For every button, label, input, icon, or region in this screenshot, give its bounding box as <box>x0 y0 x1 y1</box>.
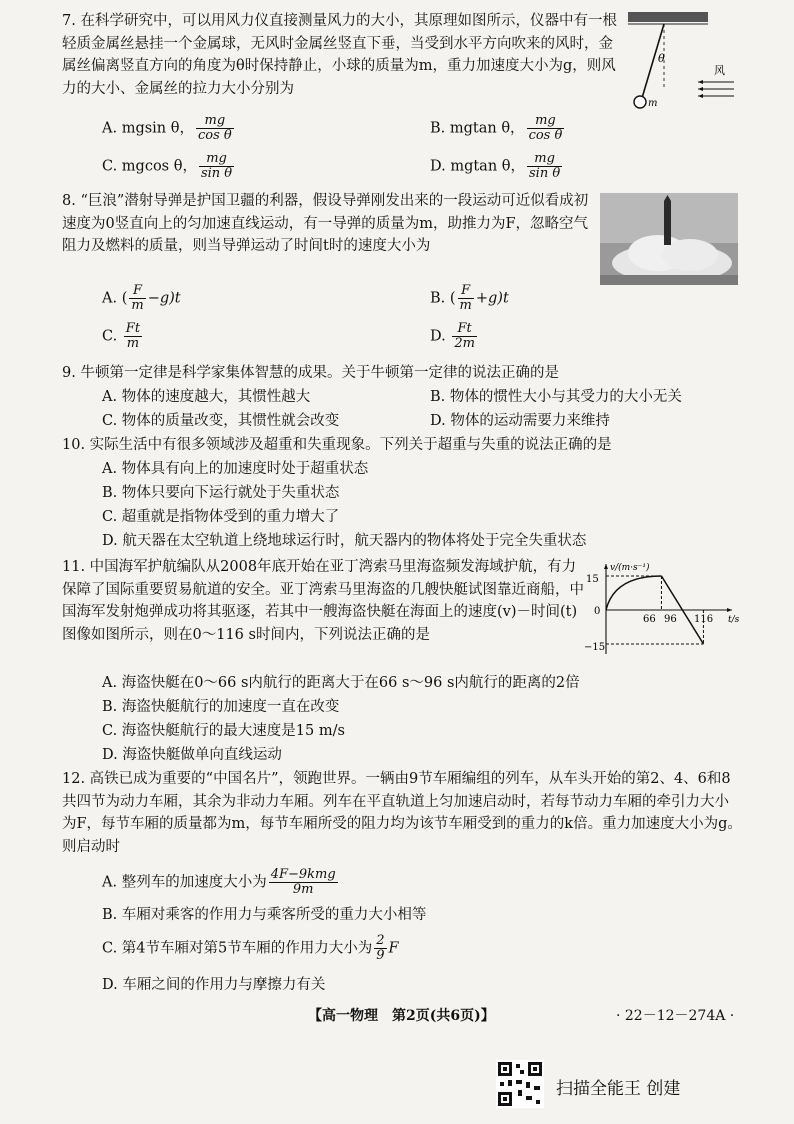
q11-option-d[interactable]: D. 海盗快艇做单向直线运动 <box>102 747 282 763</box>
question-11 <box>62 556 584 646</box>
x-tick-66: 66 <box>643 614 656 625</box>
q7-option-d[interactable]: D. mgtan θ， $\frac{mg}{\text{sin θ}}$ <box>430 151 561 181</box>
q8-option-d[interactable]: D. $\frac{Ft}{2m}$ <box>430 321 475 351</box>
q9-option-b[interactable]: B. 物体的惯性大小与其受力的大小无关 <box>430 389 682 405</box>
question-11-stem: 11. 中国海军护航编队从2008年底开始在亚丁湾索马里海盗频发海域护航，有力保障了国际重要贸易航道的安全。亚丁湾索马里海盗的几艘快艇试图靠近商船，中国海军发射炮弹成功将其驱逐，若其中一艘海盗快艇在海面上的速度(v)－时间(t)图像如图所示，则在0～116 s时间内，下列说法正确的是 <box>62 559 584 643</box>
q9-option-c[interactable]: C. 物体的质量改变，其惯性就会改变 <box>102 413 340 429</box>
question-12 <box>62 768 742 858</box>
q7-option-a[interactable]: A. mgsin θ， $\frac{mg}{\text{cos θ}}$ <box>102 113 232 143</box>
theta-label: θ <box>658 52 665 65</box>
mass-label: m <box>648 98 658 109</box>
metal-ball <box>634 96 646 108</box>
question-12-stem: 12. 高铁已成为重要的“中国名片”，领跑世界。一辆由9节车厢编组的列车，从车头开始的第2、4、6和8共四节为动力车厢，其余为非动力车厢。列车在平直轨道上匀加速启动时，若每节动力车厢的牵引力大小为F，每节车厢的质量都为m，每节车厢所受的阻力均为该节车厢受到的重力的k倍。重力加速度大小为g。则启动时 <box>62 771 742 855</box>
missile-photo <box>600 193 738 285</box>
x-axis-label: t/s <box>728 615 740 625</box>
q12-option-d[interactable]: D. 车厢之间的作用力与摩擦力有关 <box>102 977 326 993</box>
y-axis-label: v/(m·s⁻¹) <box>610 563 650 573</box>
scanner-watermark: 扫描全能王 创建 <box>556 1079 681 1099</box>
footer-code: · 22－12－274A · <box>616 1008 735 1024</box>
missile-body <box>664 201 671 245</box>
wind-label: 风 <box>714 64 725 77</box>
q7-option-c[interactable]: C. mgcos θ， $\frac{mg}{\text{sin θ}}$ <box>102 151 233 181</box>
q10-option-d[interactable]: D. 航天器在太空轨道上绕地球运行时，航天器内的物体将处于完全失重状态 <box>102 533 587 549</box>
velocity-time-chart <box>582 558 746 658</box>
qr-code-icon <box>496 1060 544 1108</box>
q9-option-a[interactable]: A. 物体的速度越大，其惯性越大 <box>102 389 311 405</box>
question-9 <box>62 362 742 385</box>
q11-option-a[interactable]: A. 海盗快艇在0～66 s内航行的距离大于在66 s～96 s内航行的距离的2倍 <box>102 675 580 691</box>
q8-option-b[interactable]: B. ( $\frac{F}{m}$ +g)t <box>430 283 509 313</box>
q10-option-b[interactable]: B. 物体只要向下运行就处于失重状态 <box>102 485 340 501</box>
q12-option-b[interactable]: B. 车厢对乘客的作用力与乘客所受的重力大小相等 <box>102 907 427 923</box>
question-10 <box>62 434 742 457</box>
q11-option-c[interactable]: C. 海盗快艇航行的最大速度是15 m/s <box>102 723 345 739</box>
q12-option-c[interactable]: C. 第4节车厢对第5节车厢的作用力大小为 $\frac{2}{9}$ F <box>102 933 399 963</box>
question-9-stem: 9. 牛顿第一定律是科学家集体智慧的成果。关于牛顿第一定律的说法正确的是 <box>62 365 559 381</box>
velocity-curve <box>606 576 661 610</box>
q10-option-a[interactable]: A. 物体具有向上的加速度时处于超重状态 <box>102 461 369 477</box>
x-tick-96: 96 <box>664 614 677 625</box>
page-footer <box>0 1005 794 1027</box>
y-tick-neg15: −15 <box>584 642 606 653</box>
footer-page-info: 【高一物理 第2页(共6页)】 <box>308 1008 495 1024</box>
question-7 <box>62 10 622 100</box>
q10-option-c[interactable]: C. 超重就是指物体受到的重力增大了 <box>102 509 340 525</box>
q11-option-b[interactable]: B. 海盗快艇航行的加速度一直在改变 <box>102 699 340 715</box>
ceiling-bar <box>628 12 708 22</box>
question-10-stem: 10. 实际生活中有很多领域涉及超重和失重现象。下列关于超重与失重的说法正确的是 <box>62 437 612 453</box>
y-tick-15: 15 <box>586 574 599 585</box>
q9-option-d[interactable]: D. 物体的运动需要力来维持 <box>430 413 610 429</box>
question-8 <box>62 190 592 258</box>
q7-option-b[interactable]: B. mgtan θ， $\frac{mg}{\text{cos θ}}$ <box>430 113 563 143</box>
q12-option-a[interactable]: A. 整列车的加速度大小为 $\frac{\text{4F−9kmg}}{9m}$ <box>102 867 336 897</box>
q8-option-a[interactable]: A. ( $\frac{F}{m}$ −g)t <box>102 283 181 313</box>
q8-option-c[interactable]: C. $\frac{Ft}{m}$ <box>102 321 141 351</box>
question-7-stem: 7. 在科学研究中，可以用风力仪直接测量风力的大小，其原理如图所示，仪器中有一根轻质金属丝悬挂一个金属球，无风时金属丝竖直下垂，当受到水平方向吹来的风时，金属丝偏离竖直方向的角度为θ时保持静止，小球的质量为m，重力加速度大小为g，则风力的大小、金属丝的拉力大小分别为 <box>62 13 617 97</box>
y-tick-0: 0 <box>594 606 601 617</box>
wind-meter-figure <box>628 10 740 110</box>
question-8-stem: 8. “巨浪”潜射导弹是护国卫疆的利器，假设导弹刚发出来的一段运动可近似看成初速度为0竖直向上的匀加速直线运动，有一导弹的质量为m，助推力为F，忽略空气阻力及燃料的质量，则当导弹运动了时间t时的速度大小为 <box>62 193 589 254</box>
x-tick-116: 116 <box>694 614 714 625</box>
